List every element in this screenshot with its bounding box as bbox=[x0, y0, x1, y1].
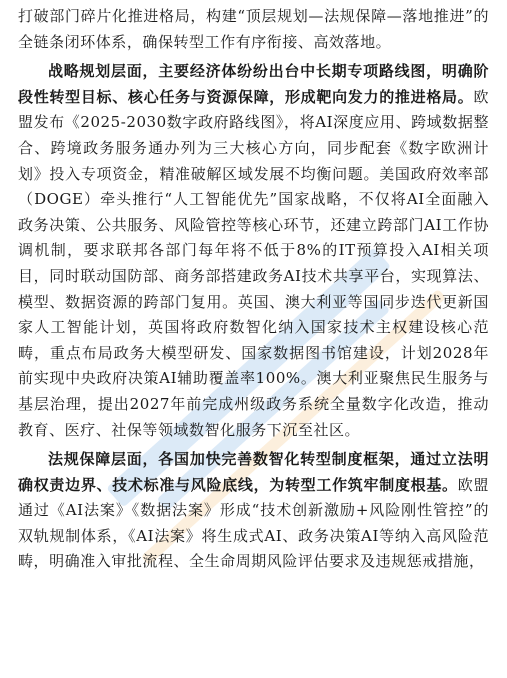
paragraph-regulation bbox=[18, 447, 489, 575]
paragraph-intro bbox=[18, 4, 489, 55]
paragraph-intro-text: 打破部门碎片化推进格局，构建“顶层规划—法规保障—落地推进”的全链条闭环体系，确保转型工作有序衔接、高效落地。 bbox=[18, 7, 489, 51]
paragraph-regulation-lead: 法规保障层面，各国加快完善数智化转型制度框架，通过立法明确权责边界、技术标准与风险底线，为转型工作筑牢制度根基。 bbox=[18, 450, 489, 494]
paragraph-strategy-lead: 战略规划层面，主要经济体纷纷出台中长期专项路线图，明确阶段性转型目标、核心任务与资源保障，形成靶向发力的推进格局。 bbox=[18, 62, 489, 106]
paragraph-strategy-text: 欧盟发布《2025-2030数字政府路线图》，将AI深度应用、跨域数据整合、跨境政务服务通办列为三大核心方向，同步配套《数字欧洲计划》投入专项资金，精准破解区域发展不均衡问题。美国政府效率部（DOGE）牵头推行“人工智能优先”国家战略，不仅将AI全面融入政务决策、公共服务、风险管控等核心环节，还建立跨部门AI工作协调机制，要求联邦各部门每年将不低于8%的IT预算投入AI相关项目，同时联动国防部、商务部搭建政务AI技术共享平台，实现算法、模型、数据资源的跨部门复用。英国、澳大利亚等国同步迭代更新国家人工智能计划，英国将政府数智化纳入国家技术主权建设核心范畴，重点布局政务大模型研发、国家数据图书馆建设，计划2028年前实现中央政府决策AI辅助覆盖率100%。澳大利亚聚焦民生服务与基层治理，提出2027年前完成州级政务系统全量数字化改造，推动教育、医疗、社保等领域数智化服务下沉至社区。 bbox=[18, 87, 489, 439]
document-body bbox=[18, 4, 489, 575]
paragraph-strategy bbox=[18, 59, 489, 443]
paragraph-regulation-text: 欧盟通过《AI法案》《数据法案》形成“技术创新激励+风险刚性管控”的双轨规制体系，《AI法案》将生成式AI、政务决策AI等纳入高风险范畴，明确准入审批流程、全生命周期风险评估要求及违规惩戒措施， bbox=[18, 475, 489, 571]
